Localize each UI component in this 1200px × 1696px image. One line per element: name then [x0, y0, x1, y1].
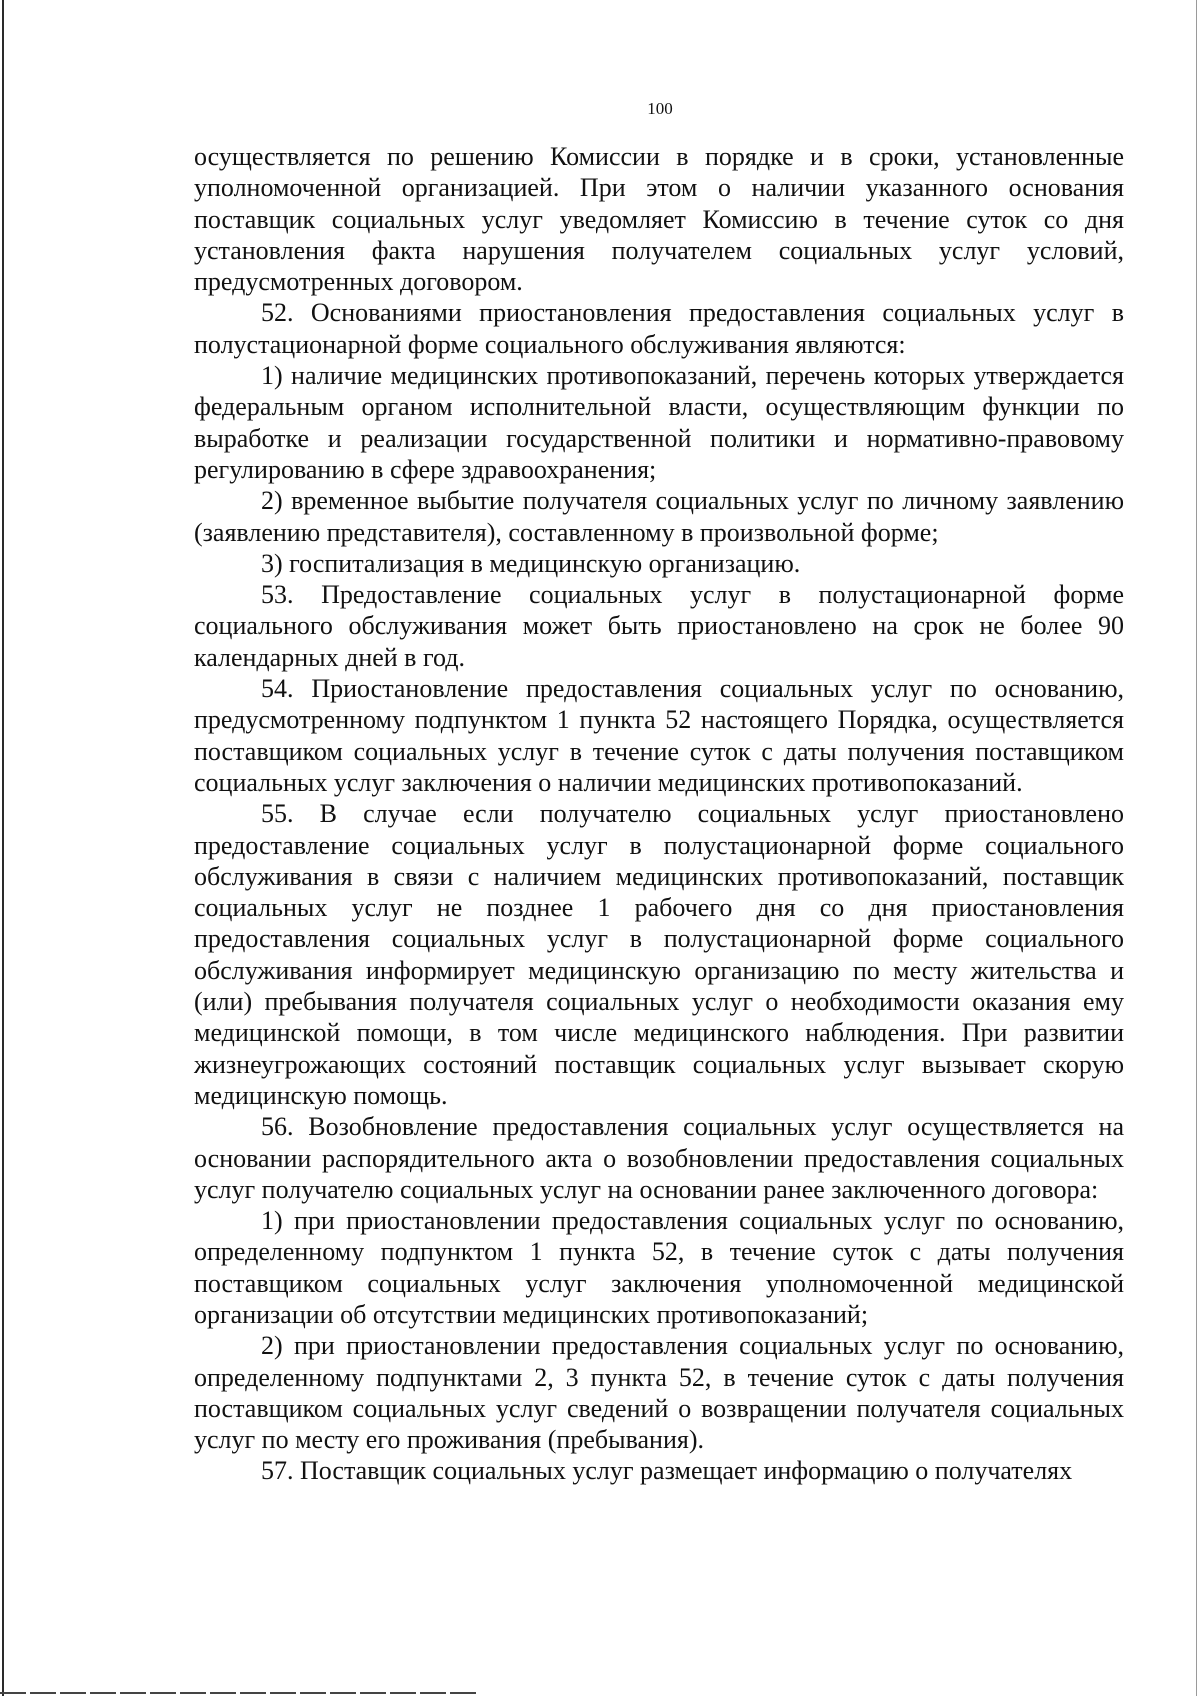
paragraph-52-item-3: 3) госпитализация в медицинскую организацию. [261, 548, 801, 578]
paragraph-57: 57. Поставщик социальных услуг размещает информацию о получателях [261, 1456, 1073, 1486]
paragraph-52-item-1: 1) наличие медицинских противопоказаний, перечень которых утверждается федеральным органом исполнительной власти, осуществляющим функции по выработке и реализации государственной политики и нормативно-правовому регулированию в сфере здравоохранения; [194, 361, 1124, 484]
paragraph-56-item-1: 1) при приостановлении предоставления социальных услуг по основанию, определенному подпунктом 1 пункта 52, в течение суток с даты получения поставщиком социальных услуг заключения уполномоченной медицинской организации об отсутствии медицинских противопоказаний; [194, 1206, 1124, 1329]
paragraph-56-item-2: 2) при приостановлении предоставления социальных услуг по основанию, определенному подпунктами 2, 3 пункта 52, в течение суток с даты получения поставщиком социальных услуг сведений о возвращении получателя социальных услуг по месту его проживания (пребывания). [194, 1331, 1124, 1455]
paragraph-55: 55. В случае если получателю социальных услуг приостановлено предоставление социальных услуг в полустационарной форме социального обслуживания в связи с наличием медицинских противопоказаний, поставщик социальных услуг не позднее 1 рабочего дня со дня приостановления предоставления социальных услуг в полустационарной форме социального обслуживания информирует медицинскую организацию по месту жительства и (или) пребывания получателя социальных услуг о необходимости оказания ему медицинской помощи, в том числе медицинского наблюдения. При развитии жизнеугрожающих состояний поставщик социальных услуг вызывает скорую медицинскую помощь. [194, 799, 1124, 1110]
paragraph-53: 53. Предоставление социальных услуг в полустационарной форме социального обслуживания может быть приостановлено на срок не более 90 календарных дней в год. [194, 580, 1124, 672]
paragraph-52: 52. Основаниями приостановления предоставления социальных услуг в полустационарной форме социального обслуживания являются: [194, 298, 1124, 359]
scan-edge-right [1196, 0, 1197, 1696]
scan-edge-left [2, 0, 4, 1696]
scan-artifact-bottom [0, 1692, 480, 1694]
paragraph-56: 56. Возобновление предоставления социальных услуг осуществляется на основании распорядительного акта о возобновлении предоставления социальных услуг получателю социальных услуг на основании ранее заключенного договора: [194, 1112, 1124, 1204]
paragraph-54: 54. Приостановление предоставления социальных услуг по основанию, предусмотренному подпунктом 1 пункта 52 настоящего Порядка, осуществляется поставщиком социальных услуг в течение суток с даты получения поставщиком социальных услуг заключения о наличии медицинских противопоказаний. [194, 674, 1124, 797]
paragraph-continuation: осуществляется по решению Комиссии в порядке и в сроки, установленные уполномоченной организацией. При этом о наличии указанного основания поставщик социальных услуг уведомляет Комиссию в течение суток со дня установления факта нарушения получателем социальных услуг условий, предусмотренных договором. [194, 142, 1124, 297]
page-number: 100 [647, 99, 673, 118]
document-body [194, 141, 1124, 1487]
paragraph-52-item-2: 2) временное выбытие получателя социальных услуг по личному заявлению (заявлению представителя), составленному в произвольной форме; [194, 486, 1124, 547]
